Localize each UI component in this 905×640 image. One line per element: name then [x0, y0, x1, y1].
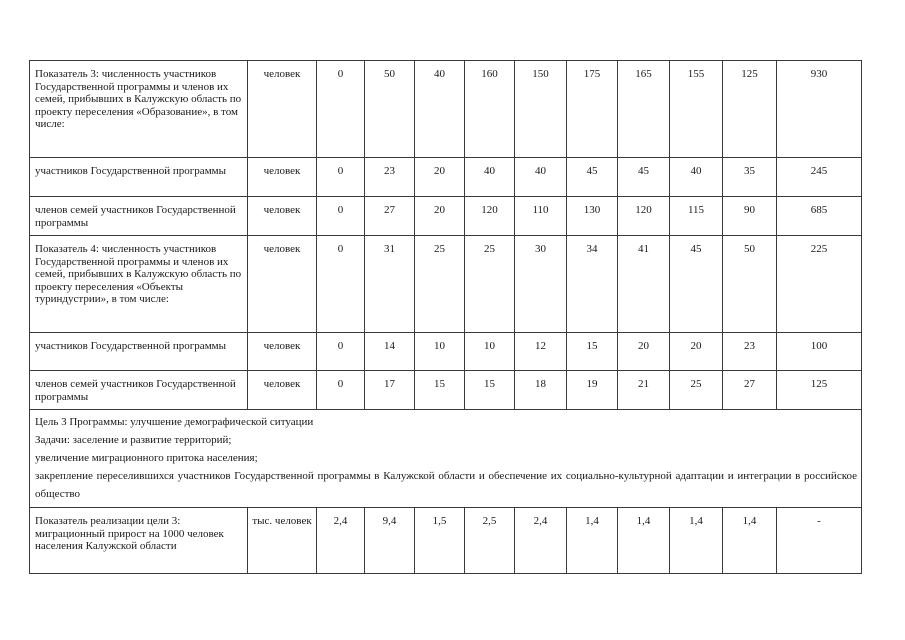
table-row: [30, 158, 862, 197]
unit-cell: человек: [248, 158, 317, 197]
goal-task: закрепление переселившихся участников Государственной программы в Калужской области и обеспечение их социально-культурной адаптации и интеграции в российское общество: [35, 470, 857, 500]
value-cell: 50: [723, 236, 777, 333]
total-cell: 125: [777, 371, 862, 410]
unit-cell: тыс. человек: [248, 508, 317, 574]
value-cell: 10: [415, 333, 465, 371]
value-cell: 0: [317, 197, 365, 236]
value-cell: 0: [317, 61, 365, 158]
value-cell: 45: [618, 158, 670, 197]
value-cell: 130: [567, 197, 618, 236]
value-cell: 15: [415, 371, 465, 410]
value-cell: 20: [670, 333, 723, 371]
value-cell: 23: [723, 333, 777, 371]
value-cell: 27: [365, 197, 415, 236]
value-cell: 175: [567, 61, 618, 158]
total-cell: 100: [777, 333, 862, 371]
goal-row: [30, 410, 862, 508]
table-row: [30, 333, 862, 371]
goal-task: Задачи: заселение и развитие территорий;: [35, 434, 232, 446]
value-cell: 12: [515, 333, 567, 371]
value-cell: 34: [567, 236, 618, 333]
value-cell: 9,4: [365, 508, 415, 574]
indicator-label: участников Государственной программы: [30, 158, 248, 197]
value-cell: 1,4: [567, 508, 618, 574]
value-cell: 165: [618, 61, 670, 158]
value-cell: 90: [723, 197, 777, 236]
value-cell: 14: [365, 333, 415, 371]
value-cell: 2,4: [317, 508, 365, 574]
value-cell: 2,4: [515, 508, 567, 574]
value-cell: 15: [567, 333, 618, 371]
value-cell: 1,5: [415, 508, 465, 574]
value-cell: 30: [515, 236, 567, 333]
value-cell: 41: [618, 236, 670, 333]
value-cell: 20: [618, 333, 670, 371]
indicator-label: Показатель 3: численность участников Государственной программы и членов их семей, прибывших в Калужскую область по проекту переселения «Образование», в том числе:: [30, 61, 248, 158]
value-cell: 1,4: [670, 508, 723, 574]
value-cell: 1,4: [618, 508, 670, 574]
value-cell: 45: [670, 236, 723, 333]
value-cell: 40: [465, 158, 515, 197]
value-cell: 0: [317, 236, 365, 333]
value-cell: 35: [723, 158, 777, 197]
value-cell: 25: [670, 371, 723, 410]
indicator-label: членов семей участников Государственной программы: [30, 197, 248, 236]
goal-title: Цель 3 Программы: улучшение демографической ситуации: [35, 416, 314, 428]
indicator-label: участников Государственной программы: [30, 333, 248, 371]
goal-cell: [30, 410, 862, 508]
value-cell: 40: [415, 61, 465, 158]
value-cell: 17: [365, 371, 415, 410]
value-cell: 20: [415, 158, 465, 197]
goal-task: увеличение миграционного притока населения;: [35, 452, 258, 464]
value-cell: 21: [618, 371, 670, 410]
value-cell: 120: [465, 197, 515, 236]
total-cell: 685: [777, 197, 862, 236]
value-cell: 31: [365, 236, 415, 333]
value-cell: 19: [567, 371, 618, 410]
indicator-label: Показатель реализации цели 3: миграционный прирост на 1000 человек населения Калужской области: [30, 508, 248, 574]
value-cell: 0: [317, 371, 365, 410]
value-cell: 115: [670, 197, 723, 236]
value-cell: 110: [515, 197, 567, 236]
value-cell: 0: [317, 333, 365, 371]
indicator-label: членов семей участников Государственной программы: [30, 371, 248, 410]
value-cell: 25: [465, 236, 515, 333]
value-cell: 50: [365, 61, 415, 158]
table-row: [30, 508, 862, 574]
total-cell: 225: [777, 236, 862, 333]
unit-cell: человек: [248, 333, 317, 371]
value-cell: 160: [465, 61, 515, 158]
total-cell: -: [777, 508, 862, 574]
table-row: [30, 236, 862, 333]
unit-cell: человек: [248, 61, 317, 158]
value-cell: 1,4: [723, 508, 777, 574]
total-cell: 930: [777, 61, 862, 158]
table-row: [30, 61, 862, 158]
unit-cell: человек: [248, 371, 317, 410]
value-cell: 120: [618, 197, 670, 236]
table-row: [30, 197, 862, 236]
value-cell: 150: [515, 61, 567, 158]
value-cell: 40: [515, 158, 567, 197]
value-cell: 40: [670, 158, 723, 197]
value-cell: 125: [723, 61, 777, 158]
value-cell: 18: [515, 371, 567, 410]
value-cell: 23: [365, 158, 415, 197]
unit-cell: человек: [248, 197, 317, 236]
value-cell: 45: [567, 158, 618, 197]
indicator-label: Показатель 4: численность участников Государственной программы и членов их семей, прибывших в Калужскую область по проекту переселения «Объекты туриндустрии», в том числе:: [30, 236, 248, 333]
value-cell: 0: [317, 158, 365, 197]
value-cell: 155: [670, 61, 723, 158]
value-cell: 27: [723, 371, 777, 410]
value-cell: 20: [415, 197, 465, 236]
value-cell: 2,5: [465, 508, 515, 574]
total-cell: 245: [777, 158, 862, 197]
indicators-table: [29, 60, 862, 574]
unit-cell: человек: [248, 236, 317, 333]
value-cell: 25: [415, 236, 465, 333]
value-cell: 15: [465, 371, 515, 410]
table-row: [30, 371, 862, 410]
value-cell: 10: [465, 333, 515, 371]
